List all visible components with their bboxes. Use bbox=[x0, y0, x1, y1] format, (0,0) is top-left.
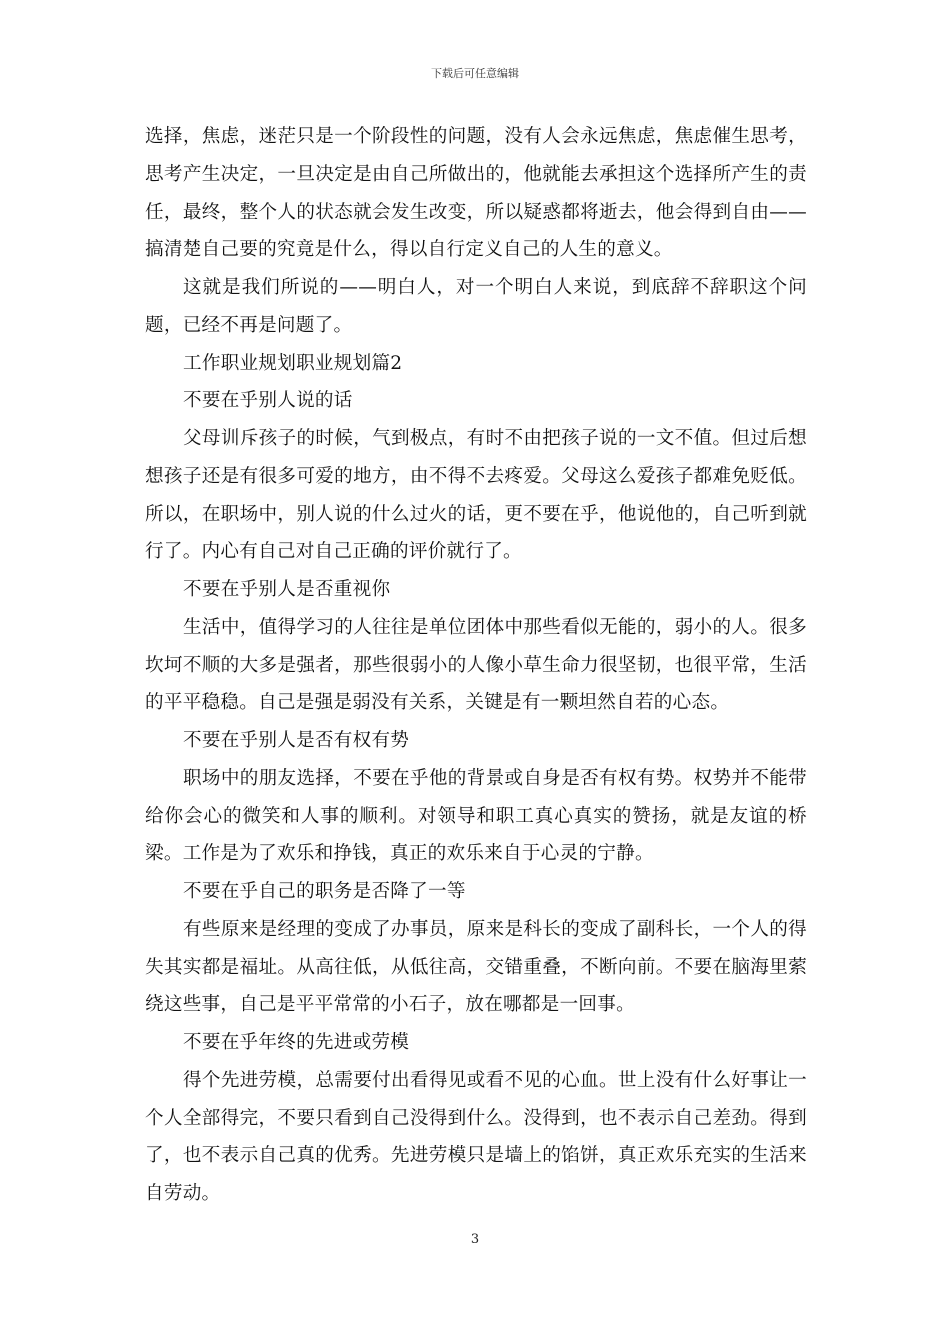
subheading: 不要在乎自己的职务是否降了一等 bbox=[183, 881, 466, 902]
section-heading: 工作职业规划职业规划篇2 bbox=[183, 352, 403, 374]
page-number: 3 bbox=[470, 1232, 480, 1247]
subheading: 不要在乎别人是否重视你 bbox=[183, 579, 391, 600]
body-paragraph: 这就是我们所说的——明白人，对一个明白人来说，到底辞不辞职这个问题，已经不再是问题了。 bbox=[145, 277, 807, 336]
body-paragraph: 得个先进劳模，总需要付出看得见或看不见的心血。世上没有什么好事让一个人全部得完，不要只看到自己没得到什么。没得到，也不表示自己差劲。得到了，也不表示自己真的优秀。先进劳模只是墙上的馅饼，真正欢乐充实的生活来自劳动。 bbox=[145, 1069, 807, 1204]
page-header: 下载后可任意编辑 bbox=[431, 67, 519, 80]
subheading: 不要在乎年终的先进或劳模 bbox=[183, 1032, 410, 1053]
body-paragraph: 职场中的朋友选择，不要在乎他的背景或自身是否有权有势。权势并不能带给你会心的微笑和人事的顺利。对领导和职工真心真实的赞扬，就是友谊的桥梁。工作是为了欢乐和挣钱，真正的欢乐来自于心灵的宁静。 bbox=[145, 767, 807, 865]
subheading: 不要在乎别人说的话 bbox=[183, 390, 353, 412]
body-paragraph: 父母训斥孩子的时候，气到极点，有时不由把孩子说的一文不值。但过后想想孩子还是有很多可爱的地方，由不得不去疼爱。父母这么爱孩子都难免贬低。所以，在职场中，别人说的什么过火的话，更不要在乎，他说他的，自己听到就行了。内心有自己对自己正确的评价就行了。 bbox=[145, 428, 807, 563]
body-paragraph: 生活中，值得学习的人往往是单位团体中那些看似无能的，弱小的人。很多坎坷不顺的大多是强者，那些很弱小的人像小草生命力很坚韧，也很平常，生活的平平稳稳。自己是强是弱没有关系，关键是有一颗坦然自若的心态。 bbox=[145, 616, 807, 714]
body-paragraph: 有些原来是经理的变成了办事员，原来是科长的变成了副科长，一个人的得失其实都是福址。从高往低，从低往高，交错重叠，不断向前。不要在脑海里萦绕这些事，自己是平平常常的小石子，放在哪都是一回事。 bbox=[145, 918, 807, 1016]
body-paragraph: 选择，焦虑，迷茫只是一个阶段性的问题，没有人会永远焦虑，焦虑催生思考，思考产生决定，一旦决定是由自己所做出的，他就能去承担这个选择所产生的责任，最终，整个人的状态就会发生改变，所以疑惑都将逝去，他会得到自由——搞清楚自己要的究竟是什么，得以自行定义自己的人生的意义。 bbox=[145, 126, 807, 261]
document-body bbox=[145, 118, 807, 1213]
subheading: 不要在乎别人是否有权有势 bbox=[183, 730, 410, 751]
